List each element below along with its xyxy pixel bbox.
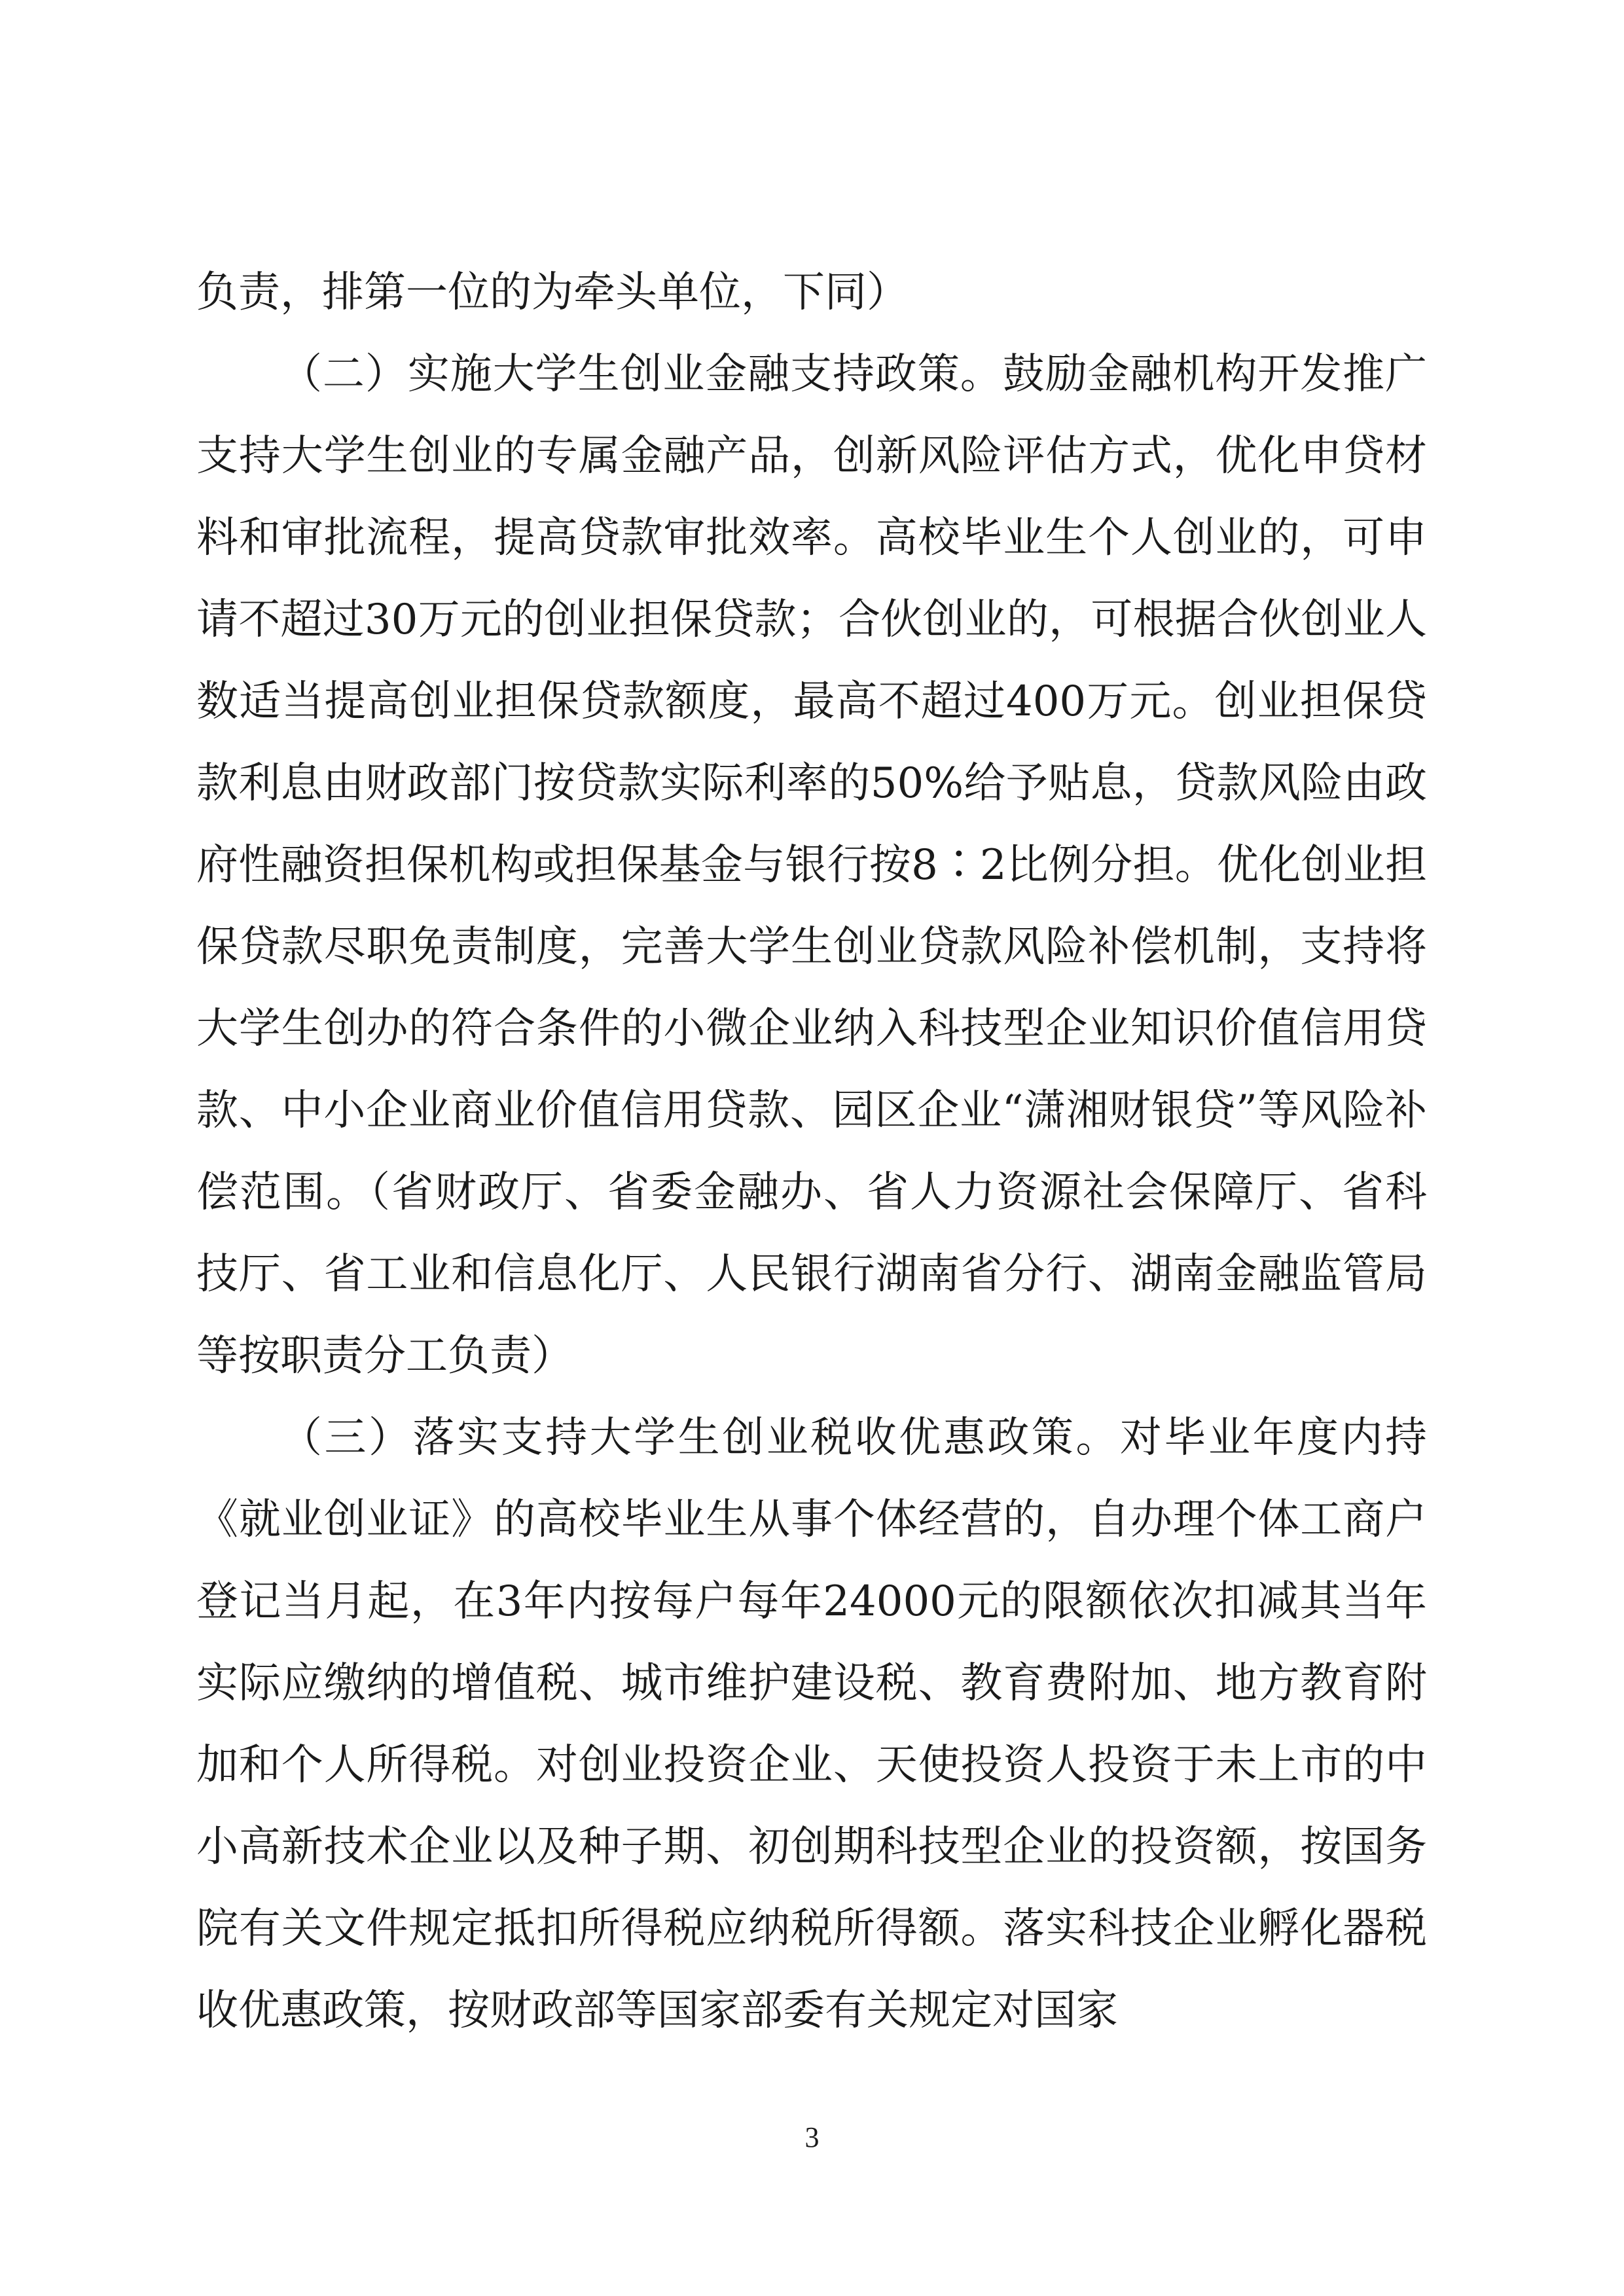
responsibility-note: 负责，排第一位的为牵头单位，下同）: [196, 268, 909, 317]
paragraph-financial-support: [196, 334, 1427, 1397]
paragraph-body: 鼓励金融机构开发推广支持大学生创业的专属金融产品，创新风险评估方式，优化申贷材料和审批流程，提高贷款审批效率。高校毕业生个人创业的，可申请不超过30万元的创业担保贷款；合伙创业的，可根据合伙创业人数适当提高创业担保贷款额度，最高不超过400万元。创业担保贷款利息由财政部门按贷款实际利率的50%给予贴息，贷款风险由政府性融资担保机构或担保基金与银行按8∶2比例分担。优化创业担保贷款尽职免责制度，完善大学生创业贷款风险补偿机制，支持将大学生创办的符合条件的小微企业纳入科技型企业知识价值信用贷款、中小企业商业价值信用贷款、园区企业“潇湘财银贷”等风险补偿范围。: [196, 350, 1428, 1217]
section-heading: （三）落实支持大学生创业税收优惠政策。: [280, 1414, 1120, 1462]
responsibility-note: （省财政厅、省委金融办、省人力资源社会保障厅、省科技厅、省工业和信息化厅、人民银行湖南省分行、湖南金融监管局等按职责分工负责）: [196, 1168, 1427, 1380]
paragraph-body: 对毕业年度内持《就业创业证》的高校毕业生从事个体经营的，自办理个体工商户登记当月起，在3年内按每户每年24000元的限额依次扣减其当年实际应缴纳的增值税、城市维护建设税、教育费附加、地方教育附加和个人所得税。对创业投资企业、天使投资人投资于未上市的中小高新技术企业以及种子期、初创期科技型企业的投资额，按国务院有关文件规定抵扣所得税应纳税所得额。落实科技企业孵化器税收优惠政策，按财政部等国家部委有关规定对国家: [196, 1414, 1428, 2035]
paragraph-continuation: [196, 252, 1427, 334]
paragraph-tax-support: [196, 1397, 1427, 2052]
section-heading: （二）实施大学生创业金融支持政策。: [280, 350, 1003, 399]
document-body: [196, 252, 1427, 2052]
page-number: 3: [804, 2121, 820, 2153]
